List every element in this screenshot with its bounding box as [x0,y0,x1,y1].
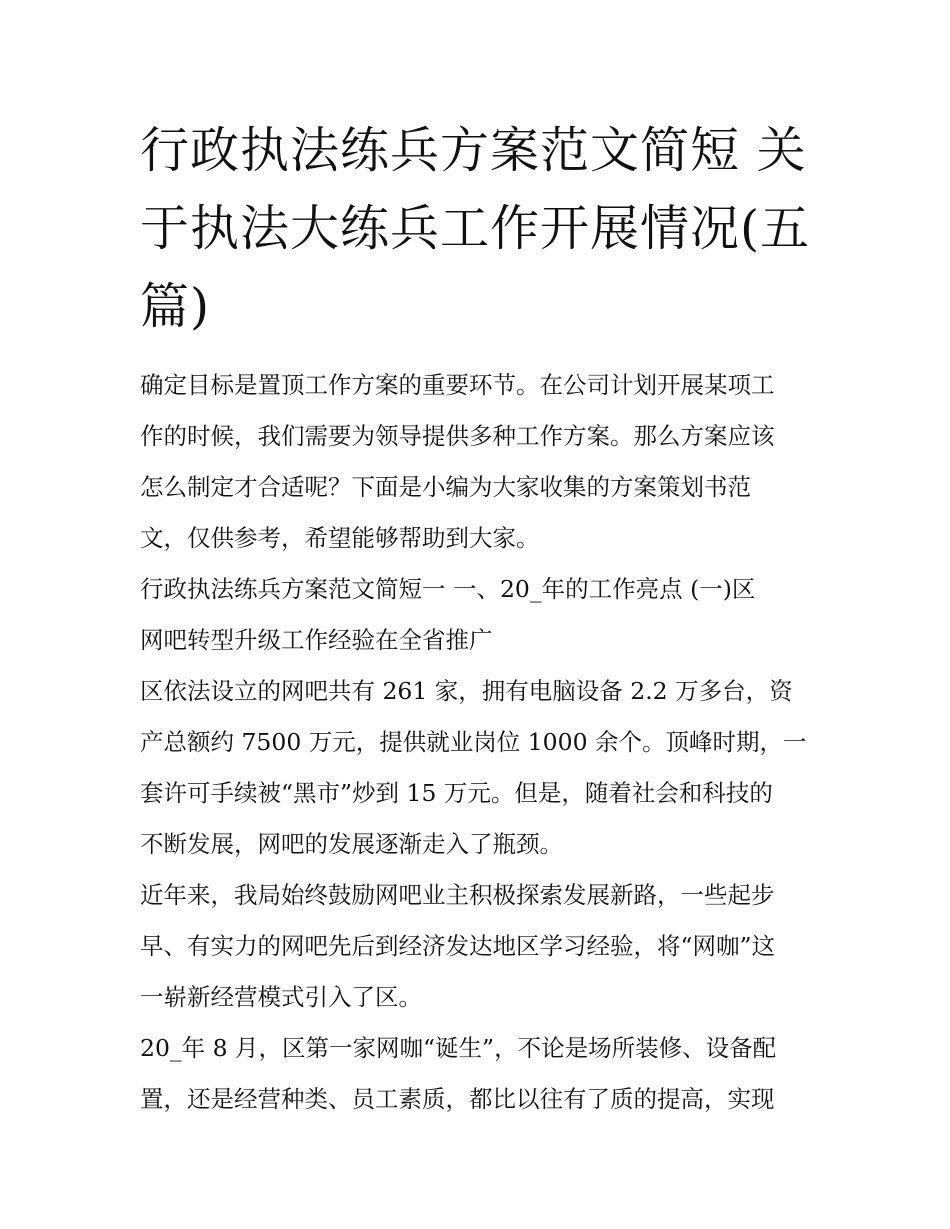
text-line: 套许可手续被“黑市”炒到 15 万元。但是，随着社会和科技的 [140,779,773,807]
paragraph-intro [140,360,815,564]
paragraph-section-heading [140,564,815,666]
text-line: 20_年 8 月，区第一家网咖“诞生”，不论是场所装修、设备配 [140,1034,777,1062]
text-line: 行政执法练兵方案范文简短一 一、20_年的工作亮点 (一)区 [140,575,756,603]
text-line: 网吧转型升级工作经验在全省推广 [140,626,493,654]
text-line: 怎么制定才合适呢？下面是小编为大家收集的方案策划书范 [140,473,751,501]
text-line: 作的时候，我们需要为领导提供多种工作方案。那么方案应该 [140,422,775,450]
document-title [140,112,815,346]
text-line: 一崭新经营模式引入了区。 [140,983,422,1011]
document-page [140,112,815,1125]
text-line: 置，还是经营种类、员工素质，都比以往有了质的提高，实现 [140,1085,775,1113]
title-line: 行政执法练兵方案范文简短 关 [140,122,807,179]
text-line: 早、有实力的网吧先后到经济发达地区学习经验，将“网咖”这 [140,932,776,960]
paragraph-first-cafe [140,1023,815,1125]
title-line: 于执法大练兵工作开展情况(五 [140,200,811,257]
title-line: 篇) [140,278,211,335]
text-line: 近年来，我局始终鼓励网吧业主积极探索发展新路，一些起步 [140,881,775,909]
text-line: 产总额约 7500 万元，提供就业岗位 1000 余个。顶峰时期，一 [140,728,807,756]
paragraph-internet-cafe-stats [140,666,815,870]
text-line: 确定目标是置顶工作方案的重要环节。在公司计划开展某项工 [140,371,775,399]
text-line: 区依法设立的网吧共有 261 家，拥有电脑设备 2.2 万多台，资 [140,677,793,705]
text-line: 文，仅供参考，希望能够帮助到大家。 [140,524,540,552]
text-line: 不断发展，网吧的发展逐渐走入了瓶颈。 [140,830,563,858]
document-body [140,360,815,1125]
paragraph-recent-years [140,870,815,1023]
